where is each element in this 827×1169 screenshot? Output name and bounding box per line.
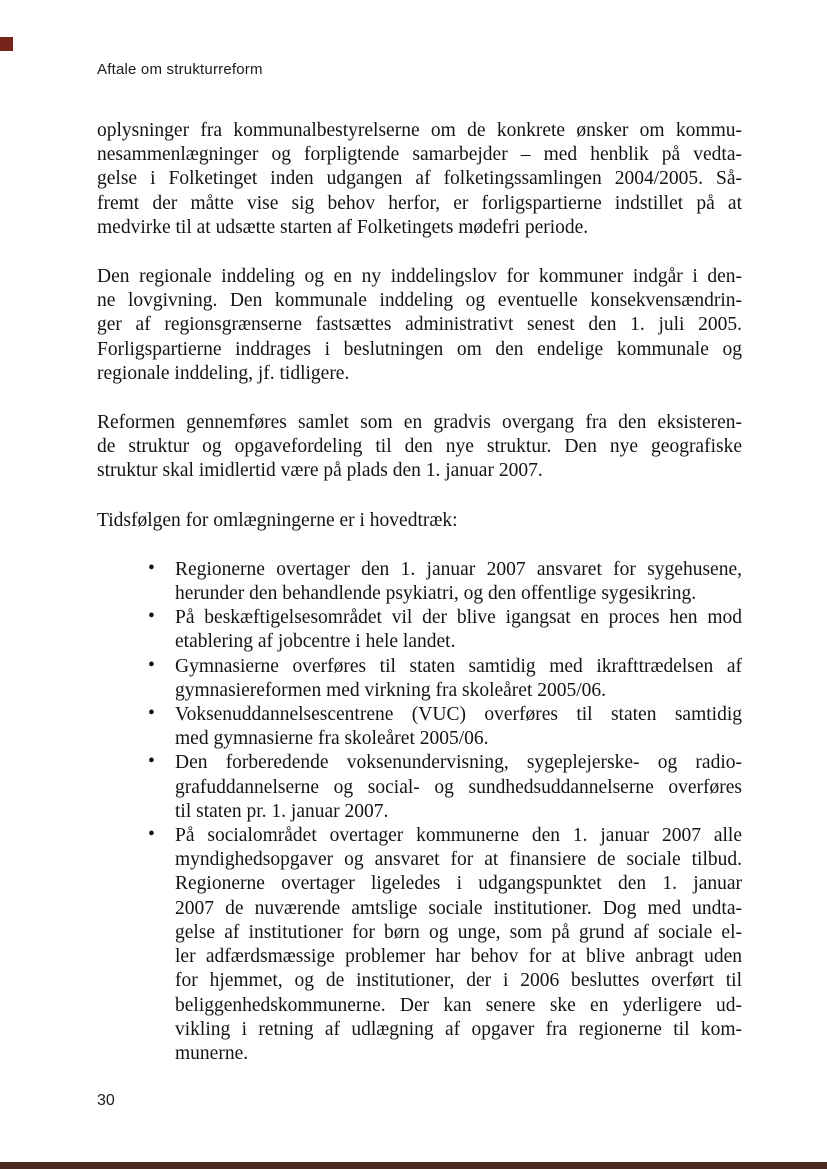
bullet-list: [97, 558, 742, 1066]
text-line: til staten pr. 1. januar 2007.: [175, 800, 389, 822]
bullet-icon: •: [148, 557, 155, 579]
text-line: ger af regionsgrænserne fastsættes administrativt senest den 1. juli 2005.: [97, 314, 742, 336]
page-content: [97, 119, 742, 1066]
paragraph: [97, 509, 742, 533]
text-line: Forligspartierne inddrages i beslutningen om den endelige kommunale og: [97, 338, 742, 360]
text-line: Reformen gennemføres samlet som en gradvis overgang fra den eksisteren-: [97, 412, 742, 434]
bullet-icon: •: [148, 606, 155, 628]
text-line: gelse af institutioner for børn og unge, som på grund af sociale el-: [175, 921, 742, 943]
text-line: vikling i retning af udlægning af opgaver fra regionerne til kom-: [175, 1018, 742, 1040]
text-line: Tidsfølgen for omlægningerne er i hovedtræk:: [97, 509, 458, 531]
scan-artifact-bottom-bar: [0, 1162, 827, 1169]
text-line: beliggenhedskommunerne. Der kan senere ske en yderligere ud-: [175, 994, 742, 1016]
bullet-icon: •: [148, 703, 155, 725]
text-line: På beskæftigelsesområdet vil der blive igangsat en proces hen mod: [175, 607, 742, 629]
text-line: Regionerne overtager den 1. januar 2007 ansvaret for sygehusene,: [175, 558, 742, 580]
text-line: medvirke til at udsætte starten af Folketingets mødefri periode.: [97, 216, 589, 238]
text-line: de struktur og opgavefordeling til den nye struktur. Den nye geografiske: [97, 436, 742, 458]
page-number: 30: [97, 1092, 115, 1109]
bullet-item: [97, 558, 742, 606]
text-line: regionale inddeling, jf. tidligere.: [97, 362, 350, 384]
body-paragraphs: [97, 119, 742, 533]
paragraph: [97, 411, 742, 484]
text-line: grafuddannelserne og social- og sundhedsuddannelserne overføres: [175, 776, 742, 798]
text-line: Voksenuddannelsescentrene (VUC) overføres til staten samtidig: [175, 704, 742, 726]
text-line: fremt der måtte vise sig behov herfor, er forligspartierne indstillet på at: [97, 192, 742, 214]
text-line: ne lovgivning. Den kommunale inddeling og eventuelle konsekvensændrin-: [97, 290, 742, 312]
text-line: 2007 de nuværende amtslige sociale institutioner. Dog med undta-: [175, 897, 742, 919]
bullet-item: [97, 606, 742, 654]
text-line: myndighedsopgaver og ansvaret for at finansiere de sociale tilbud.: [175, 849, 742, 871]
text-line: Regionerne overtager ligeledes i udgangspunktet den 1. januar: [175, 873, 742, 895]
bullet-icon: •: [148, 751, 155, 773]
text-line: nesammenlægninger og forpligtende samarbejder – med henblik på vedta-: [97, 144, 742, 166]
text-line: struktur skal imidlertid være på plads den 1. januar 2007.: [97, 460, 543, 482]
paragraph: [97, 119, 742, 240]
bullet-item: [97, 703, 742, 751]
bullet-icon: •: [148, 654, 155, 676]
bullet-item: [97, 824, 742, 1066]
bullet-icon: •: [148, 824, 155, 846]
text-line: munerne.: [175, 1042, 249, 1064]
text-line: for hjemmet, og de institutioner, der i 2006 besluttes overført til: [175, 970, 742, 992]
running-header: Aftale om strukturreform: [97, 61, 263, 78]
text-line: oplysninger fra kommunalbestyrelserne om de konkrete ønsker om kommu-: [97, 120, 742, 141]
text-line: med gymnasierne fra skoleåret 2005/06.: [175, 728, 489, 750]
text-line: ler adfærdsmæssige problemer har behov for at blive anbragt uden: [175, 946, 742, 968]
scan-artifact-left-square: [0, 37, 13, 51]
text-line: gelse i Folketinget inden udgangen af folketingssamlingen 2004/2005. Så-: [97, 168, 742, 190]
text-line: herunder den behandlende psykiatri, og den offentlige sygesikring.: [175, 583, 697, 605]
paragraph: [97, 265, 742, 386]
text-line: Den forberedende voksenundervisning, sygeplejerske- og radio-: [175, 752, 742, 774]
text-line: På socialområdet overtager kommunerne den 1. januar 2007 alle: [175, 825, 742, 847]
text-line: gymnasiereformen med virkning fra skoleåret 2005/06.: [175, 679, 607, 701]
bullet-item: [97, 751, 742, 824]
text-line: Gymnasierne overføres til staten samtidig med ikrafttrædelsen af: [175, 655, 742, 677]
bullet-item: [97, 655, 742, 703]
text-line: Den regionale inddeling og en ny inddelingslov for kommuner indgår i den-: [97, 266, 742, 288]
text-line: etablering af jobcentre i hele landet.: [175, 631, 456, 653]
